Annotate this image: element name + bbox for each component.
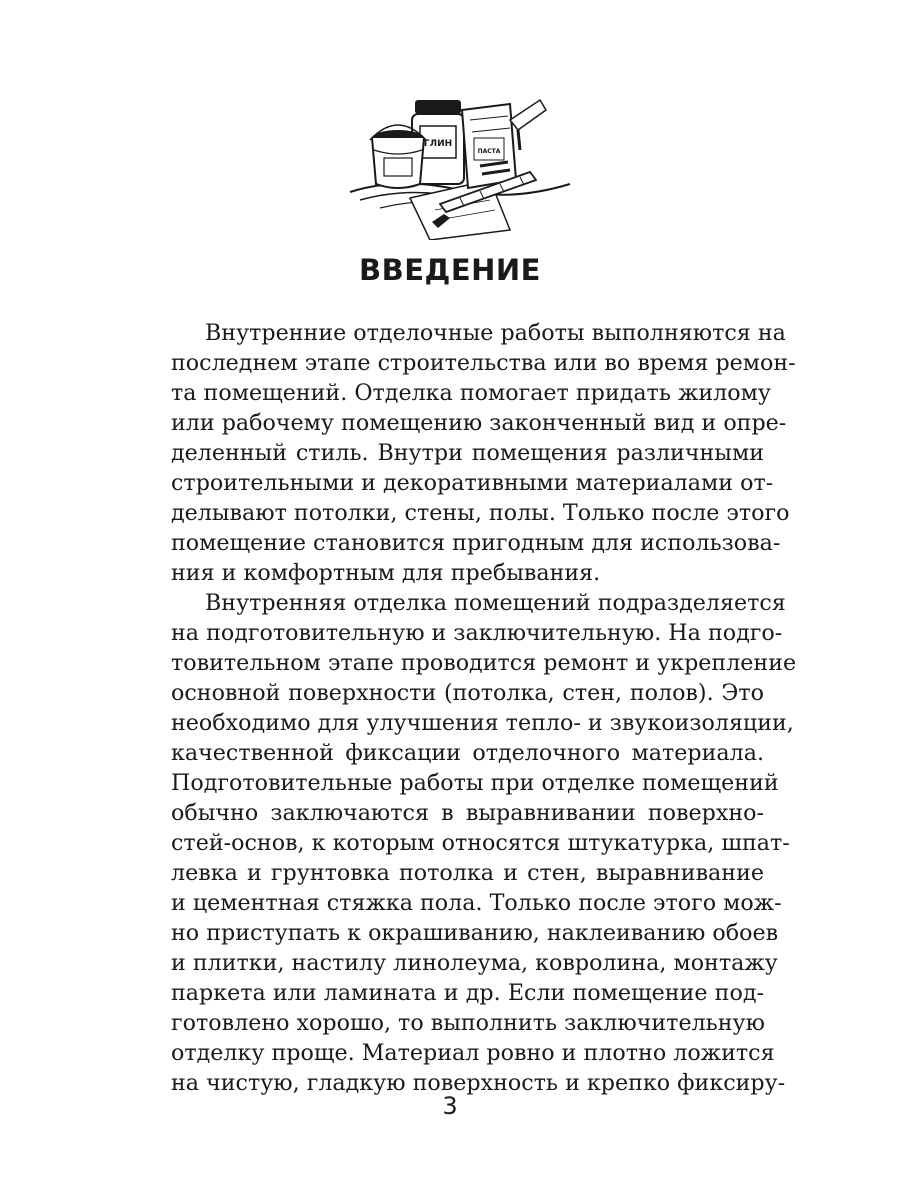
text-line: последнем этапе строительства или во время ремон- [171,350,796,376]
text-line: деленный стиль. Внутри помещения различными [171,440,764,466]
text-line: та помещений. Отделка помогает придать жилому [171,380,771,406]
text-line: отделку проще. Материал ровно и плотно ложится [171,1040,775,1066]
text-line: основной поверхности (потолка, стен, полов). Это [171,680,764,706]
text-line: левка и грунтовка потолка и стен, выравнивание [171,860,764,886]
text-line: на чистую, гладкую поверхность и крепко фиксиру- [171,1070,786,1096]
text-line: Подготовительные работы при отделке помещений [171,770,779,796]
paint-supplies-illustration [340,80,580,240]
text-line: но приступать к окрашиванию, наклеиванию обоев [171,920,779,946]
bag-label: ПАСТА [477,148,501,155]
text-line: обычно заключаются в выравнивании поверхно- [171,800,764,826]
text-line: и цементная стяжка пола. Только после этого мож- [171,890,782,916]
text-line: готовлено хорошо, то выполнить заключительную [171,1010,765,1036]
text-line: стей-основ, к которым относятся штукатурка, шпат- [171,830,790,856]
page-number: 3 [442,1092,458,1120]
text-line: строительными и декоративными материалами от- [171,470,774,496]
text-line: на подготовительную и заключительную. На подго- [171,620,783,646]
text-line: товительном этапе проводится ремонт и укрепление [171,650,797,676]
text-line: необходимо для улучшения тепло- и звукоизоляции, [171,710,794,736]
text-line: и плитки, настилу линолеума, ковролина, монтажу [171,950,778,976]
text-line: Внутренняя отделка помещений подразделяется [205,590,786,616]
text-line: паркета или ламината и др. Если помещение под- [171,980,764,1006]
jar-label: ГЛИН [423,139,453,149]
text-line: Внутренние отделочные работы выполняются на [205,320,786,346]
text-line: или рабочему помещению законченный вид и опре- [171,410,787,436]
text-line: делывают потолки, стены, полы. Только после этого [171,500,790,526]
body-text [171,318,797,1098]
text-line: ния и комфортным для пребывания. [171,560,601,586]
page-title: ВВЕДЕНИЕ [358,253,541,287]
text-line: помещение становится пригодным для использова- [171,530,781,556]
text-line: качественной фиксации отделочного материала. [171,740,764,766]
